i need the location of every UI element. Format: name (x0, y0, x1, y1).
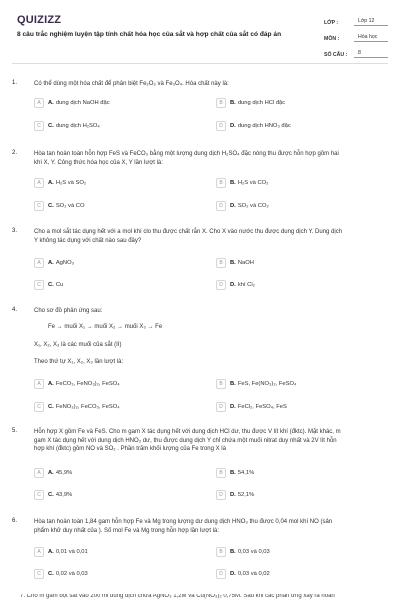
meta-panel (324, 14, 388, 62)
question-number: 3. (12, 228, 18, 234)
option-b[interactable]: B B. 0,03 và 0,03 (216, 546, 270, 558)
option-letter: C (34, 121, 44, 131)
option-a[interactable]: A A. H₂S và SO₂ (34, 177, 86, 189)
quizizz-logo: QUIZIZZ (17, 14, 62, 26)
option-c[interactable]: C C. SO₂ và CO (34, 200, 84, 212)
option-letter: C (34, 201, 44, 211)
option-letter: B (216, 98, 226, 108)
option-a[interactable]: A A. 0,01 và 0,01 (34, 546, 88, 558)
scheme-question: Theo thứ tự X₁, X₂, X₃ lần lượt là: (34, 359, 124, 365)
question-text: Hỗn hợp X gồm Fe và FeS. Cho m gam X tác dụng hết với dung dịch HCl dư, thu được V lít khí (đktc). Mặt khác, m gam X tác dụng hết với dung dịch HNO₃ dư, thu được dung dịch Y chỉ chứa một muối nitrat duy nhất và 2V lít hỗn hợp khí (đktc) gồm NO và SO₂ . Phần trăm khối lượng của Fe trong X là (34, 429, 341, 453)
option-a[interactable]: A A. dung dịch NaOH đặc (34, 97, 110, 109)
option-letter: C (34, 280, 44, 290)
meta-value: 8 (354, 50, 388, 58)
question-number: 2. (12, 150, 18, 156)
option-b[interactable]: B B. dung dịch HCl đặc (216, 97, 285, 109)
meta-count (324, 46, 388, 58)
question-number: 5. (12, 428, 18, 434)
meta-label: MÔN : (324, 36, 340, 42)
question-text: Cho sơ đồ phản ứng sau: (34, 308, 103, 314)
option-letter: D (216, 280, 226, 290)
option-letter: A (34, 547, 44, 557)
option-b[interactable]: B B. NaOH (216, 257, 254, 269)
option-letter: B (216, 258, 226, 268)
option-d[interactable]: D D. 52,1% (216, 489, 254, 501)
option-letter: B (216, 178, 226, 188)
option-letter: A (34, 468, 44, 478)
meta-value: Lớp 12 (354, 18, 388, 26)
option-letter: D (216, 569, 226, 579)
option-b[interactable]: B B. FeS, Fe(NO₃)₂, FeSO₄ (216, 378, 296, 390)
meta-value: Hóa học (354, 34, 388, 42)
option-d[interactable]: D D. dung dịch HNO₃ đặc (216, 120, 291, 132)
reaction-scheme: Fe → muối X₁ → muối X₂ → muối X₃ → Fe (48, 324, 163, 330)
meta-subject (324, 30, 388, 42)
option-letter: A (34, 379, 44, 389)
meta-class (324, 14, 388, 26)
scheme-note: X₁, X₂, X₃ là các muối của sắt (II) (34, 342, 122, 348)
page-title: 8 câu trắc nghiệm luyện tập tính chất hóa học của sắt và hợp chất của sắt có đáp án (17, 31, 282, 38)
question-text: Hòa tan hoàn toàn hỗn hợp FeS và FeCO₃ bằng một lượng dung dịch H₂SO₄ đặc nóng thu được hỗn hợp gồm hai khí X, Y. Công thức hóa học của X, Y lần lượt là: (34, 151, 339, 166)
option-d[interactable]: D D. khí Cl₂ (216, 279, 255, 291)
option-c[interactable]: C C. Cu (34, 279, 63, 291)
option-letter: D (216, 490, 226, 500)
option-b[interactable]: B B. 54,1% (216, 467, 254, 479)
question-number: 1. (12, 80, 18, 86)
question-text: Cho a mol sắt tác dụng hết với a mol khí clo thu được chất rắn X. Cho X vào nước thu được dung dịch Y. Dung dịch Y không tác dụng với chất nào sau đây? (34, 229, 343, 244)
option-letter: D (216, 402, 226, 412)
option-c[interactable]: C C. 43,9% (34, 489, 72, 501)
question-text: Có thể dùng một hóa chất để phân biệt Fe₂O₃ và Fe₃O₄. Hóa chất này là: (34, 81, 229, 87)
option-c[interactable]: C C. FeNO₃)₂, FeCO₃, FeSO₄ (34, 401, 120, 413)
option-letter: D (216, 121, 226, 131)
meta-label: LỚP : (324, 20, 339, 26)
question-text: Hòa tan hoàn toàn 1,84 gam hỗn hợp Fe và Mg trong lượng dư dung dịch HNO₃ thu được 0,04 mol khí NO (sản phẩm khử duy nhất của ). Số mol Fe và Mg trong hỗn hợp lần lượt là: (34, 519, 333, 534)
option-letter: D (216, 201, 226, 211)
option-letter: A (34, 258, 44, 268)
option-d[interactable]: D D. FeCl₂, FeSO₄, FeS (216, 401, 287, 413)
option-d[interactable]: D D. 0,03 và 0,02 (216, 568, 270, 580)
option-c[interactable]: C C. dung dịch H₂SO₄ (34, 120, 100, 132)
option-letter: A (34, 178, 44, 188)
option-letter: B (216, 547, 226, 557)
option-a[interactable]: A A. AgNO₃ (34, 257, 74, 269)
next-question-cut: 7. Cho m gam bột sắt vào 200 ml dung dịch chứa AgNO₃ 1,2M và Cu(NO₃)₂ 0,75M. Sau khi các phản ứng xảy ra hoàn (20, 594, 335, 599)
option-a[interactable]: A A. 45,9% (34, 467, 72, 479)
option-letter: A (34, 98, 44, 108)
header-divider (12, 63, 388, 64)
question-number: 6. (12, 518, 18, 524)
option-c[interactable]: C C. 0,02 và 0,03 (34, 568, 88, 580)
option-a[interactable]: A A. FeCO₃, FeNO₃)₂, FeSO₄ (34, 378, 120, 390)
option-b[interactable]: B B. H₂S và CO₂ (216, 177, 268, 189)
option-letter: C (34, 569, 44, 579)
question-number: 4. (12, 307, 18, 313)
option-letter: B (216, 468, 226, 478)
option-letter: C (34, 490, 44, 500)
meta-label: SỐ CÂU : (324, 52, 348, 58)
option-letter: B (216, 379, 226, 389)
option-d[interactable]: D D. SO₂ và CO₂ (216, 200, 269, 212)
worksheet-header (0, 0, 400, 64)
option-letter: C (34, 402, 44, 412)
